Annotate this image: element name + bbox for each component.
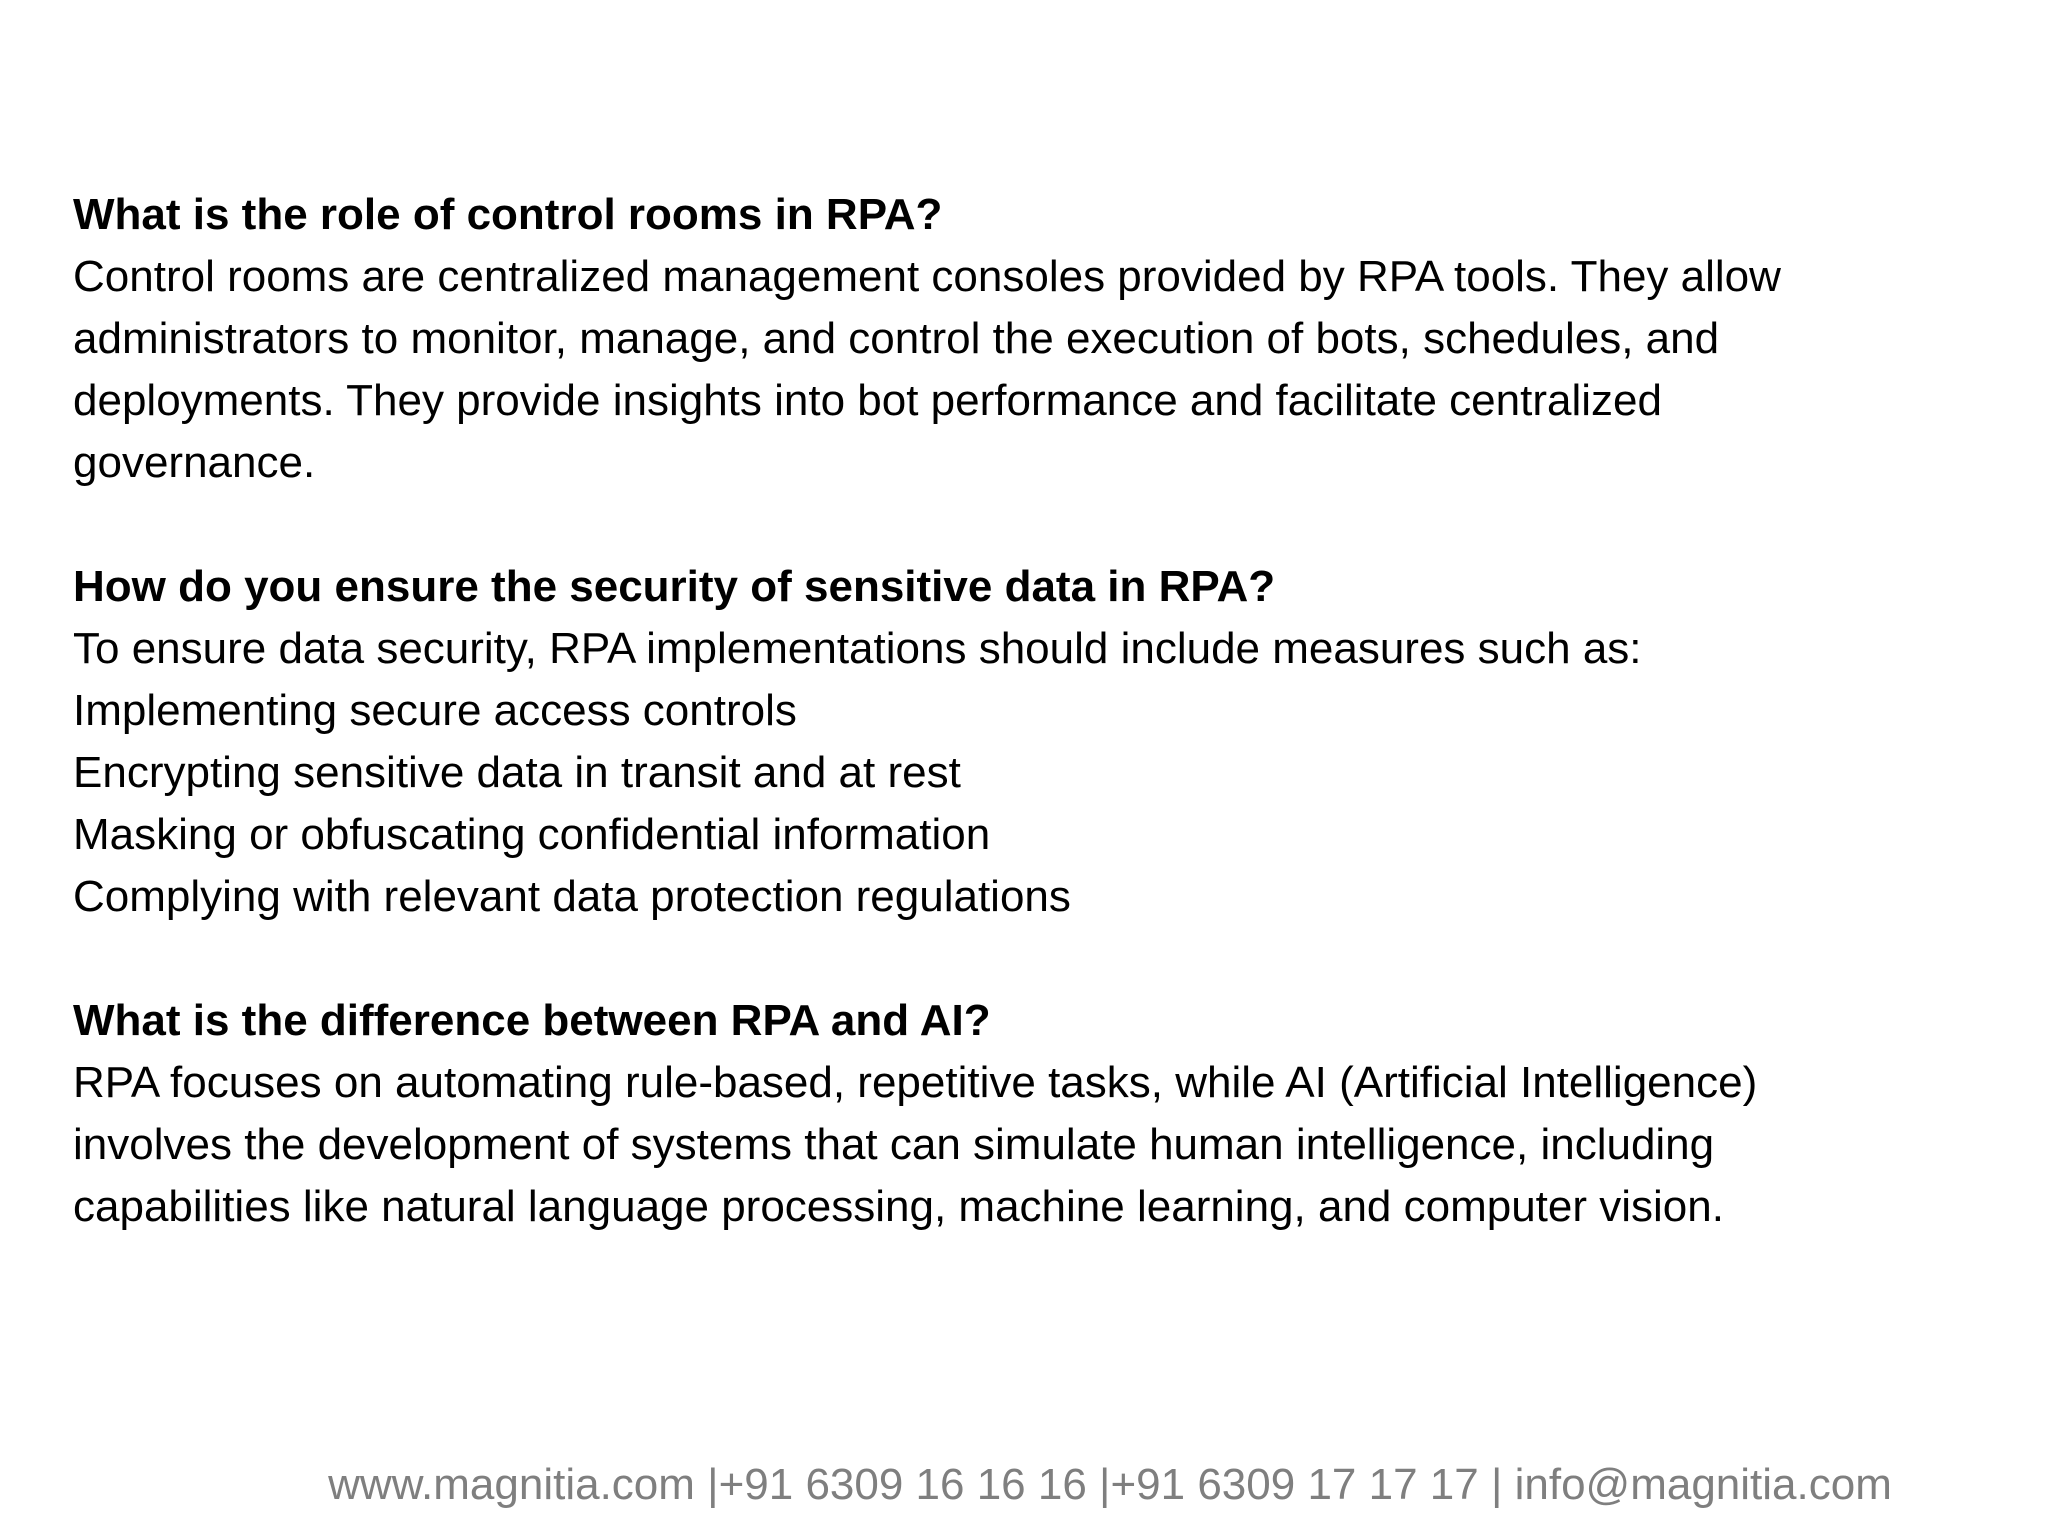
qa-section-data-security [73,556,1993,928]
footer-contact-text: www.magnitia.com |+91 6309 16 16 16 |+91 6309 17 17 17 | info@magnitia.com [328,1460,1892,1509]
answer-line: involves the development of systems that can simulate human intelligence, including [73,1120,1715,1169]
answer-line: deployments. They provide insights into bot performance and facilitate centralized [73,376,1662,425]
answer-line: Complying with relevant data protection regulations [73,872,1071,921]
answer-line: capabilities like natural language processing, machine learning, and computer vision. [73,1182,1724,1231]
qa-section-rpa-vs-ai [73,990,1993,1238]
question-heading: What is the role of control rooms in RPA? [73,190,943,239]
answer-line: Encrypting sensitive data in transit and at rest [73,748,961,797]
answer-line: Masking or obfuscating confidential information [73,810,991,859]
answer-line: RPA focuses on automating rule-based, repetitive tasks, while AI (Artificial Intelligence) [73,1058,1758,1107]
slide-content [73,184,1993,1300]
question-heading: How do you ensure the security of sensitive data in RPA? [73,562,1276,611]
footer-contact [0,1455,2048,1515]
qa-section-control-rooms [73,184,1993,494]
answer-line: governance. [73,438,316,487]
answer-line: Implementing secure access controls [73,686,797,735]
answer-line: administrators to monitor, manage, and control the execution of bots, schedules, and [73,314,1720,363]
question-heading: What is the difference between RPA and AI? [73,996,991,1045]
answer-line: To ensure data security, RPA implementations should include measures such as: [73,624,1642,673]
answer-line: Control rooms are centralized management consoles provided by RPA tools. They allow [73,252,1781,301]
